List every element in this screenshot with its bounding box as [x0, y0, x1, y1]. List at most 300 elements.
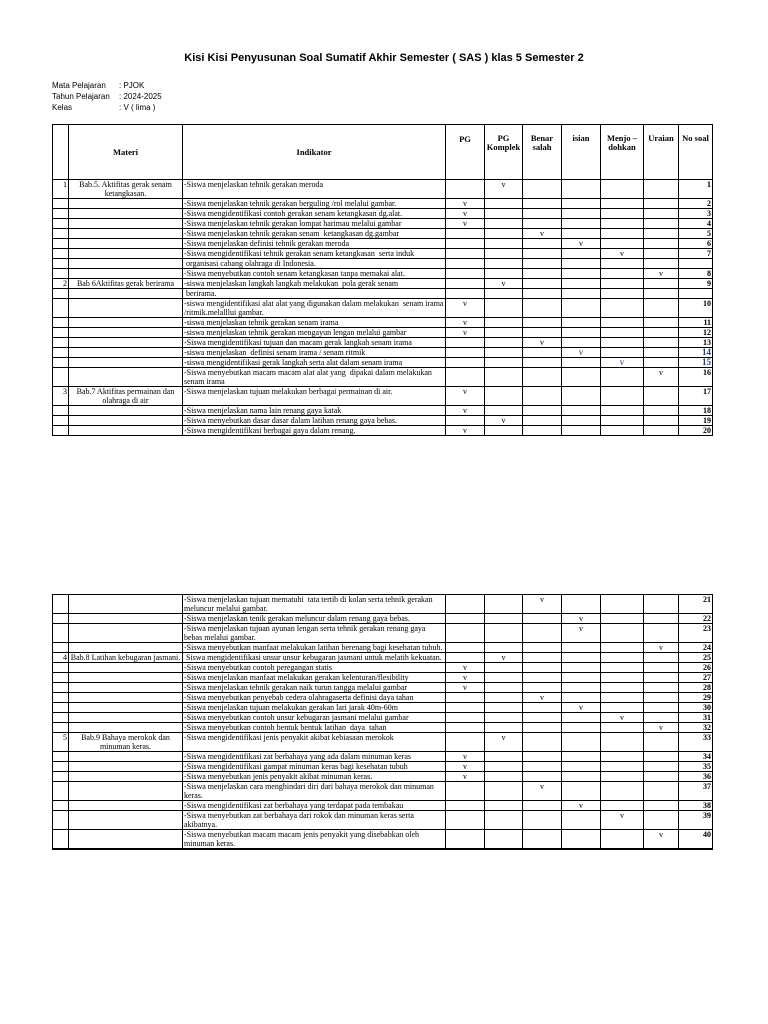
materi-cell: [69, 368, 183, 387]
pg-mark-cell: v: [446, 209, 485, 219]
uraian-mark-cell: v: [644, 723, 679, 733]
row-number-cell: [53, 338, 69, 348]
isian-mark-cell: [562, 830, 601, 849]
no-soal-cell: 17: [679, 387, 713, 406]
isian-mark-cell: v: [562, 703, 601, 713]
indikator-cell: -Siswa menyebutkan contoh senam ketangkasan tanpa memakai alat.: [183, 269, 446, 279]
indikator-cell: -siswa mengidentifikasi alat alat yang digunakan dalam melakukan senam irama /ritmik.melalllui gambar.: [184, 299, 446, 317]
materi-cell: [69, 713, 183, 723]
isian-mark-cell: [562, 762, 601, 772]
header-cell-benar-salah: Benar salah: [523, 125, 562, 180]
no-soal-cell: 16: [679, 368, 713, 387]
pg-mark-cell: [446, 801, 485, 811]
menjodohkan-mark-cell: v: [601, 713, 644, 723]
table-row: [53, 830, 713, 849]
benar-salah-mark-cell: [523, 299, 562, 318]
table-row: [53, 723, 713, 733]
isian-mark-cell: [562, 229, 601, 239]
header-cell-menjodohkan: Menjo – dohkan: [601, 125, 644, 180]
pg-komplek-mark-cell: [485, 703, 523, 713]
isian-mark-cell: [562, 653, 601, 663]
menjodohkan-mark-cell: [601, 328, 644, 338]
indikator-cell: -Siswa menjelaskan tujuan ayunan lengan serta tehnik gerakan renang gaya bebas melalui gambar.: [183, 624, 446, 643]
benar-salah-mark-cell: [523, 762, 562, 772]
pg-komplek-mark-cell: [485, 299, 523, 318]
menjodohkan-mark-cell: [601, 673, 644, 683]
pg-komplek-mark-cell: [485, 849, 523, 850]
menjodohkan-mark-cell: [601, 849, 644, 850]
no-soal-cell: 18: [679, 406, 713, 416]
pg-komplek-mark-cell: [485, 259, 523, 269]
uraian-mark-cell: [644, 239, 679, 249]
pg-mark-cell: v: [446, 219, 485, 229]
table-row: [53, 673, 713, 683]
uraian-mark-cell: [644, 733, 679, 752]
row-number-cell: [53, 239, 69, 249]
pg-komplek-mark-cell: v: [485, 733, 523, 752]
menjodohkan-mark-cell: [601, 289, 644, 299]
isian-mark-cell: [562, 643, 601, 653]
pg-mark-cell: v: [446, 752, 485, 762]
row-number-cell: 5: [53, 733, 69, 752]
isian-mark-cell: v: [562, 348, 601, 358]
table-row: [53, 772, 713, 782]
uraian-mark-cell: [644, 279, 679, 289]
isian-mark-cell: v: [562, 239, 601, 249]
materi-cell: Bab.8 Latihan kebugaran jasmani.: [69, 653, 183, 663]
benar-salah-mark-cell: [523, 643, 562, 653]
table-row: [53, 752, 713, 762]
no-soal-cell: 11: [679, 318, 713, 328]
table-row: [53, 663, 713, 673]
menjodohkan-mark-cell: [601, 269, 644, 279]
uraian-mark-cell: [644, 849, 679, 850]
pg-mark-cell: [446, 269, 485, 279]
materi-cell: Bab.7 Aktifitas permainan dan olahraga di air: [69, 387, 183, 406]
kisi-table-page-1: [52, 124, 713, 436]
no-soal-cell: 34: [679, 752, 713, 762]
row-number-cell: [53, 614, 69, 624]
row-number-cell: [53, 683, 69, 693]
uraian-mark-cell: [644, 653, 679, 663]
pg-komplek-mark-cell: [485, 663, 523, 673]
indikator-cell: -Siswa menjelaskan tehnik gerakan lompat harimau melalui gambar: [183, 219, 446, 229]
pg-mark-cell: [446, 348, 485, 358]
materi-cell: [69, 801, 183, 811]
no-soal-cell: 10: [679, 299, 713, 318]
pg-komplek-mark-cell: [485, 318, 523, 328]
isian-mark-cell: v: [562, 801, 601, 811]
isian-mark-cell: [562, 733, 601, 752]
meta-class: [52, 102, 155, 114]
isian-mark-cell: [562, 683, 601, 693]
isian-mark-cell: [562, 772, 601, 782]
no-soal-cell: 3: [679, 209, 713, 219]
materi-cell: [69, 328, 183, 338]
benar-salah-mark-cell: [523, 219, 562, 229]
no-soal-cell: 29: [679, 693, 713, 703]
pg-komplek-mark-cell: [485, 624, 523, 643]
pg-mark-cell: [446, 249, 485, 259]
pg-komplek-mark-cell: [485, 772, 523, 782]
pg-mark-cell: v: [446, 318, 485, 328]
row-number-cell: [53, 289, 69, 299]
header-cell-pg: PG: [446, 125, 485, 180]
indikator-cell: -siswa menjelaskan tehnik gerakan mengayun lengan melalui gambar: [183, 328, 446, 338]
benar-salah-mark-cell: [523, 358, 562, 368]
materi-cell: [69, 289, 183, 299]
uraian-mark-cell: [644, 801, 679, 811]
no-soal-cell: [679, 289, 713, 299]
pg-komplek-mark-cell: [485, 426, 523, 436]
table-row: [53, 209, 713, 219]
pg-komplek-mark-cell: [485, 713, 523, 723]
no-soal-cell: 28: [679, 683, 713, 693]
row-number-cell: [53, 426, 69, 436]
meta-value: : 2024-2025: [119, 92, 162, 101]
menjodohkan-mark-cell: [601, 733, 644, 752]
row-number-cell: [53, 209, 69, 219]
pg-mark-cell: [446, 180, 485, 199]
isian-mark-cell: [562, 289, 601, 299]
materi-cell: [69, 772, 183, 782]
row-number-cell: [53, 849, 69, 850]
table-row: [53, 199, 713, 209]
pg-mark-cell: [446, 368, 485, 387]
isian-mark-cell: [562, 249, 601, 259]
pg-komplek-mark-cell: v: [485, 653, 523, 663]
row-number-cell: [53, 782, 69, 801]
row-number-cell: [53, 368, 69, 387]
materi-cell: [69, 199, 183, 209]
row-number-cell: [53, 801, 69, 811]
uraian-mark-cell: [644, 772, 679, 782]
row-number-cell: [53, 643, 69, 653]
table-row: [53, 229, 713, 239]
isian-mark-cell: [562, 358, 601, 368]
header-cell-no: [53, 125, 69, 180]
isian-mark-cell: [562, 416, 601, 426]
document-title: Kisi Kisi Penyusunan Soal Sumatif Akhir Semester ( SAS ) klas 5 Semester 2: [184, 52, 584, 64]
materi-cell: [69, 229, 183, 239]
row-number-cell: [53, 348, 69, 358]
no-soal-cell: 25: [679, 653, 713, 663]
pg-komplek-mark-cell: [485, 289, 523, 299]
table-row: [53, 249, 713, 259]
benar-salah-mark-cell: [523, 772, 562, 782]
header-cell-indikator: Indikator: [183, 125, 446, 180]
materi-cell: [69, 643, 183, 653]
indikator-cell: -Siswa menjelaskan manfaat melakukan gerakan kelenturan/flesibility: [183, 673, 446, 683]
benar-salah-mark-cell: [523, 328, 562, 338]
benar-salah-mark-cell: [523, 348, 562, 358]
isian-mark-cell: [562, 693, 601, 703]
indikator-cell: -Siswa menyebutkan contoh peregangan statis: [183, 663, 446, 673]
no-soal-cell: 38: [679, 801, 713, 811]
pg-mark-cell: v: [446, 772, 485, 782]
indikator-cell: -Siswa menyebutkan contoh unsur kebugaran jasmani melalui gambar: [183, 713, 446, 723]
benar-salah-mark-cell: [523, 663, 562, 673]
isian-mark-cell: v: [562, 624, 601, 643]
uraian-mark-cell: [644, 614, 679, 624]
indikator-cell: -Siswa menyebutkan penyebab cedera olahragaserta definisi daya tahan: [183, 693, 446, 703]
isian-mark-cell: [562, 663, 601, 673]
pg-mark-cell: v: [446, 328, 485, 338]
pg-komplek-mark-cell: [485, 673, 523, 683]
indikator-cell: -Siswa menyebutkan manfaat melakukan latihan berenang bagi kesehatan tubuh.: [183, 643, 446, 653]
header-cell-pg-komplek: PG Komplek: [485, 125, 523, 180]
meta-key: Mata Pelajaran: [52, 81, 106, 90]
materi-cell: [69, 318, 183, 328]
uraian-mark-cell: [644, 693, 679, 703]
table-row: [53, 683, 713, 693]
indikator-cell: -Siswa mengidentifikasi zat berbahaya yang ada dalam minuman keras: [183, 752, 446, 762]
indikator-cell: -Siswa menjelaskan tujuan mematuhi tata tertib di kolan serta tehnik gerakan meluncur melalui gambar.: [183, 595, 446, 614]
meta-value: : PJOK: [119, 81, 145, 90]
row-number-cell: [53, 406, 69, 416]
pg-komplek-mark-cell: [485, 801, 523, 811]
menjodohkan-mark-cell: [601, 683, 644, 693]
pg-mark-cell: [446, 358, 485, 368]
benar-salah-mark-cell: [523, 180, 562, 199]
pg-komplek-mark-cell: v: [485, 279, 523, 289]
indikator-cell: -Siswa menjelaskan nama lain renang gaya katak: [183, 406, 446, 416]
indikator-cell: -Siswa menjelaskan tehnik gerakan senam ketangkasan dg.gambar: [183, 229, 446, 239]
materi-cell: [69, 849, 183, 850]
materi-cell: [69, 299, 183, 318]
pg-komplek-mark-cell: [485, 387, 523, 406]
materi-cell: [69, 219, 183, 229]
menjodohkan-mark-cell: [601, 830, 644, 849]
benar-salah-mark-cell: [523, 416, 562, 426]
benar-salah-mark-cell: [523, 368, 562, 387]
indikator-cell: -Siswa menjelaskan cara menghindari diri dari bahaya merokok dan minuman keras.: [183, 782, 446, 801]
pg-komplek-mark-cell: [485, 683, 523, 693]
menjodohkan-mark-cell: [601, 801, 644, 811]
benar-salah-mark-cell: [523, 752, 562, 762]
materi-cell: [69, 595, 183, 614]
menjodohkan-mark-cell: [601, 416, 644, 426]
meta-value: : V ( lima ): [119, 103, 156, 112]
indikator-cell: -Siswa mengidentifikasi zat berbahaya yang terdapat pada tembakau: [183, 801, 446, 811]
materi-cell: [69, 703, 183, 713]
menjodohkan-mark-cell: [601, 180, 644, 199]
uraian-mark-cell: [644, 348, 679, 358]
materi-cell: Bab.5. Aktifitas gerak senam ketangkasan.: [69, 180, 183, 199]
benar-salah-mark-cell: [523, 199, 562, 209]
isian-mark-cell: [562, 209, 601, 219]
pg-mark-cell: [446, 416, 485, 426]
isian-mark-cell: [562, 279, 601, 289]
materi-cell: [69, 209, 183, 219]
menjodohkan-mark-cell: [601, 219, 644, 229]
row-number-cell: [53, 713, 69, 723]
pg-mark-cell: [446, 614, 485, 624]
uraian-mark-cell: [644, 703, 679, 713]
isian-mark-cell: [562, 723, 601, 733]
isian-mark-cell: [562, 299, 601, 318]
no-soal-cell: 15: [679, 358, 713, 368]
table-row: [53, 693, 713, 703]
indikator-cell: -Siswa menjelaskan tujuan melakukan gerakan lari jarak 40m-60m: [183, 703, 446, 713]
table-row: [53, 219, 713, 229]
pg-komplek-mark-cell: [485, 249, 523, 259]
menjodohkan-mark-cell: [601, 199, 644, 209]
no-soal-cell: 36: [679, 772, 713, 782]
no-soal-cell: 13: [679, 338, 713, 348]
row-number-cell: [53, 595, 69, 614]
benar-salah-mark-cell: [523, 653, 562, 663]
row-number-cell: [53, 299, 69, 318]
table-row: [53, 801, 713, 811]
table-row: [53, 426, 713, 436]
indikator-cell: -Siswa menyebutkan macam macam jenis penyakit yang disebabkan oleh minuman keras.: [183, 830, 446, 849]
pg-mark-cell: v: [446, 663, 485, 673]
pg-komplek-mark-cell: [485, 693, 523, 703]
indikator-cell: -Siswa mengidentifikasi berbagai gaya dalam renang.: [183, 426, 446, 436]
table-row: [53, 338, 713, 348]
indikator-cell: -Siswa menjelaskan tehnik gerakan berguling /rol melalui gambar.: [183, 199, 446, 209]
benar-salah-mark-cell: v: [523, 229, 562, 239]
no-soal-cell: 5: [679, 229, 713, 239]
materi-cell: [69, 348, 183, 358]
materi-cell: Bab 6Aktifitas gerak berirama: [69, 279, 183, 289]
indikator-cell: -Siswa mengidentifikasi tujuan dan macam gerak langkah senam irama: [183, 338, 446, 348]
no-soal-cell: [679, 259, 713, 269]
pg-mark-cell: [446, 782, 485, 801]
menjodohkan-mark-cell: [601, 406, 644, 416]
materi-cell: Bab.9 Bahaya merokok dan minuman keras.: [69, 733, 183, 752]
row-number-cell: [53, 752, 69, 762]
row-number-cell: [53, 772, 69, 782]
materi-cell: [69, 663, 183, 673]
indikator-cell: Siswa mengidentifikasi unsur unsur kebugaran jasmani untuk melatih kekuatan.: [183, 653, 446, 663]
menjodohkan-mark-cell: [601, 299, 644, 318]
isian-mark-cell: [562, 406, 601, 416]
materi-cell: [69, 683, 183, 693]
uraian-mark-cell: [644, 318, 679, 328]
no-soal-cell: 21: [679, 595, 713, 614]
row-number-cell: [53, 762, 69, 772]
pg-mark-cell: v: [446, 762, 485, 772]
table-row: [53, 713, 713, 723]
materi-cell: [69, 406, 183, 416]
benar-salah-mark-cell: [523, 269, 562, 279]
pg-komplek-mark-cell: [485, 830, 523, 849]
menjodohkan-mark-cell: [601, 229, 644, 239]
pg-mark-cell: v: [446, 426, 485, 436]
indikator-cell: organisasi cabang olahraga di Indonesia.: [183, 259, 446, 269]
pg-komplek-mark-cell: [485, 643, 523, 653]
menjodohkan-mark-cell: [601, 752, 644, 762]
indikator-cell: -Siswa menjelaskan tehnik gerakan naik turun tangga melalui gambar: [183, 683, 446, 693]
menjodohkan-mark-cell: [601, 387, 644, 406]
table-row: [53, 733, 713, 752]
pg-komplek-mark-cell: [485, 762, 523, 772]
indikator-cell: [183, 849, 446, 850]
pg-mark-cell: v: [446, 387, 485, 406]
indikator-cell: -Siswa mengidentifikasi jenis penyakit akibat kebiasaan merokok: [183, 733, 446, 752]
table-row: [53, 595, 713, 614]
row-number-cell: 1: [53, 180, 69, 199]
menjodohkan-mark-cell: [601, 723, 644, 733]
row-number-cell: [53, 624, 69, 643]
isian-mark-cell: [562, 426, 601, 436]
uraian-mark-cell: [644, 752, 679, 762]
materi-cell: [69, 830, 183, 849]
no-soal-cell: 22: [679, 614, 713, 624]
table-row: [53, 387, 713, 406]
isian-mark-cell: [562, 811, 601, 830]
benar-salah-mark-cell: [523, 811, 562, 830]
pg-komplek-mark-cell: [485, 328, 523, 338]
row-number-cell: [53, 259, 69, 269]
benar-salah-mark-cell: [523, 239, 562, 249]
pg-mark-cell: [446, 279, 485, 289]
indikator-cell: -Siswa menjelaskan tehnik gerakan meroda: [183, 180, 446, 199]
materi-cell: [69, 249, 183, 259]
table-row: [53, 348, 713, 358]
menjodohkan-mark-cell: [601, 782, 644, 801]
pg-komplek-mark-cell: [485, 782, 523, 801]
menjodohkan-mark-cell: v: [601, 249, 644, 259]
no-soal-cell: 24: [679, 643, 713, 653]
menjodohkan-mark-cell: [601, 259, 644, 269]
indikator-cell: -Siswa menyebutkan macam macam alat alat yang dipakai dalam melakukan senam irama: [183, 368, 446, 387]
benar-salah-mark-cell: [523, 614, 562, 624]
indikator-cell: -Siswa mengidentifikasi contoh gerakan senam ketangkasan dg.alat.: [183, 209, 446, 219]
no-soal-cell: 4: [679, 219, 713, 229]
indikator-cell: -Siswa menjelaskan definisi tehnik gerakan meroda: [183, 239, 446, 249]
isian-mark-cell: [562, 849, 601, 850]
pg-komplek-mark-cell: [485, 358, 523, 368]
pg-mark-cell: v: [446, 406, 485, 416]
row-number-cell: [53, 830, 69, 849]
row-number-cell: 2: [53, 279, 69, 289]
materi-cell: [69, 782, 183, 801]
benar-salah-mark-cell: [523, 259, 562, 269]
isian-mark-cell: [562, 259, 601, 269]
row-number-cell: [53, 249, 69, 259]
pg-komplek-mark-cell: [485, 614, 523, 624]
no-soal-cell: 40: [679, 830, 713, 849]
row-number-cell: [53, 416, 69, 426]
menjodohkan-mark-cell: [601, 348, 644, 358]
menjodohkan-mark-cell: [601, 209, 644, 219]
materi-cell: [69, 614, 183, 624]
isian-mark-cell: [562, 180, 601, 199]
table-row: [53, 289, 713, 299]
pg-mark-cell: [446, 830, 485, 849]
no-soal-cell: 39: [679, 811, 713, 830]
indikator-cell: -siswa menjelaskan definisi senam irama / senam ritmik: [183, 348, 446, 358]
menjodohkan-mark-cell: [601, 318, 644, 328]
indikator-cell: -Siswa menyebutkan zat berbahaya dari rokok dan minuman keras serta akibatnya.: [183, 811, 446, 830]
no-soal-cell: 35: [679, 762, 713, 772]
pg-mark-cell: [446, 643, 485, 653]
pg-mark-cell: [446, 239, 485, 249]
uraian-mark-cell: [644, 229, 679, 239]
table-row: [53, 782, 713, 801]
table-row: [53, 328, 713, 338]
indikator-cell: -siswa menjelaskan langkah langkah melakukan pola gerak senam: [183, 279, 446, 289]
row-number-cell: [53, 663, 69, 673]
header-cell-uraian: Uraian: [644, 125, 679, 180]
table-row: [53, 299, 713, 318]
table-row: [53, 703, 713, 713]
benar-salah-mark-cell: v: [523, 782, 562, 801]
isian-mark-cell: [562, 387, 601, 406]
